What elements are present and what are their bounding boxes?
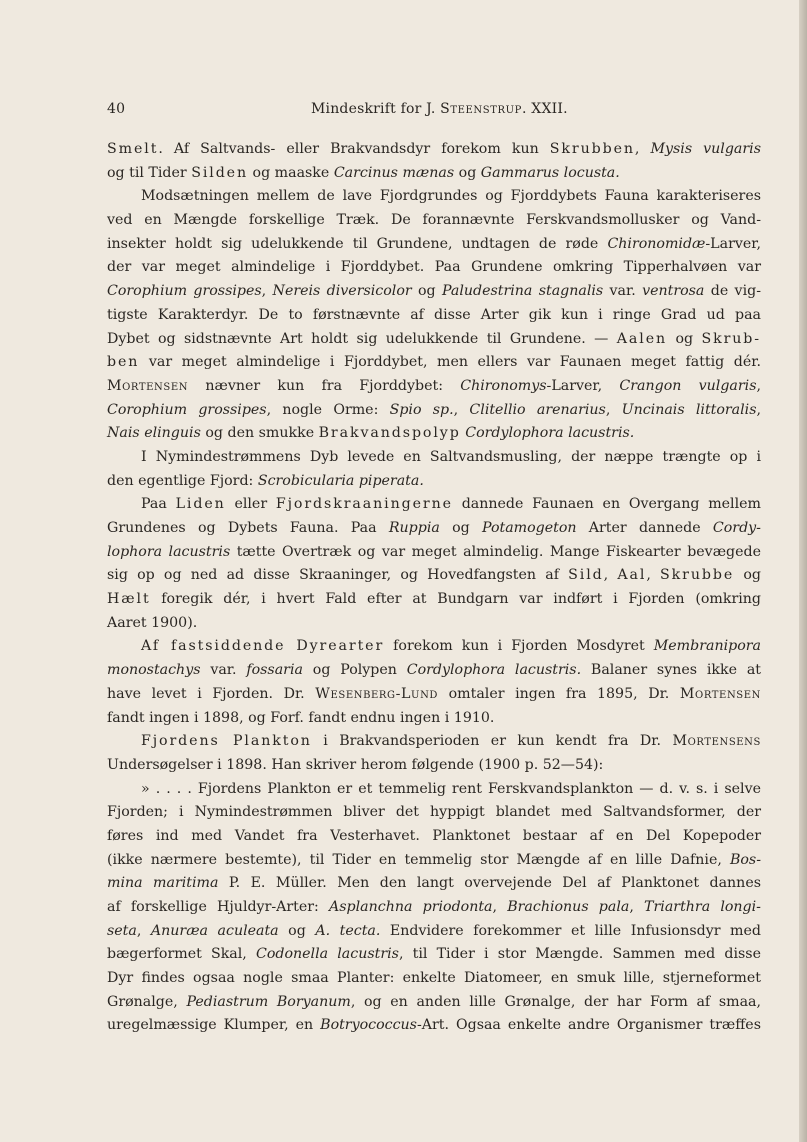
italic-species-name: Codonella lacustris bbox=[256, 946, 399, 963]
text-run: tigste Karakterdyr. De to førstnævnte af disse Arter gik kun i ringe Grad ud paa bbox=[107, 306, 761, 323]
text-run: og Polypen bbox=[302, 662, 407, 679]
text-run: , bbox=[605, 401, 622, 418]
text-line bbox=[107, 209, 761, 233]
text-run: I Nymindestrømmens Dyb levede en Saltvandsmusling, der næppe trængte op i bbox=[141, 448, 761, 465]
text-line bbox=[107, 351, 761, 375]
text-line bbox=[107, 375, 761, 399]
spaced-emphasis: Brakvandspolyp bbox=[318, 425, 461, 442]
text-line bbox=[107, 493, 761, 517]
text-run: Modsætningen mellem de lave Fjordgrundes og Fjorddybets Fauna karakteriseres bbox=[141, 188, 761, 205]
italic-species-name: Bos- bbox=[729, 851, 761, 868]
text-line bbox=[107, 185, 761, 209]
text-run: Aaret 1900). bbox=[107, 614, 198, 631]
page-number: 40 bbox=[107, 101, 126, 117]
italic-species-name: Potamogeton bbox=[481, 520, 577, 536]
author-name: Mortensen bbox=[679, 685, 761, 702]
text-run: og bbox=[411, 283, 442, 300]
italic-species-name: Triarthra longi- bbox=[644, 899, 761, 915]
text-run: have levet i Fjorden. Dr. bbox=[107, 685, 316, 702]
text-line bbox=[107, 991, 761, 1015]
text-run: og til Tider bbox=[107, 164, 192, 181]
text-run: , bbox=[646, 567, 661, 584]
italic-species-name: fossaria bbox=[246, 662, 303, 679]
italic-species-name: Clitellio arenarius bbox=[469, 401, 606, 418]
running-title-author: Steenstrup bbox=[440, 101, 522, 117]
spaced-emphasis: Aal bbox=[617, 567, 647, 584]
spaced-emphasis: Silden bbox=[191, 164, 249, 181]
italic-species-name: A. tecta. bbox=[315, 922, 381, 939]
spaced-emphasis: Fjordens Plankton bbox=[141, 733, 312, 750]
text-run: fandt ingen i 1898, og Forf. fandt endnu ingen i 1910. bbox=[107, 709, 495, 726]
spaced-emphasis: Sild bbox=[568, 567, 604, 584]
text-run: de vig- bbox=[704, 283, 761, 300]
text-run: og bbox=[278, 922, 316, 939]
text-run: , bbox=[603, 567, 618, 584]
text-line bbox=[107, 659, 761, 683]
text-line bbox=[107, 801, 761, 825]
text-run: » . . . . Fjordens Plankton er et temmelig rent Ferskvandsplankton — d. v. s. i selve bbox=[141, 780, 761, 797]
spaced-emphasis: Af fastsiddende Dyrearter bbox=[141, 638, 385, 655]
italic-species-name: Cordylophora lacustris. bbox=[465, 425, 635, 442]
text-run: , bbox=[261, 283, 273, 300]
text-run: der var meget almindelige i Fjorddybet. Paa Grundene omkring Tipperhalvøen var bbox=[107, 259, 761, 276]
spaced-emphasis: Skrubben bbox=[549, 141, 635, 157]
italic-species-name: Corophium grossipes bbox=[107, 401, 267, 418]
text-run: var. bbox=[603, 283, 643, 300]
text-run: foregik dér, i hvert Fald efter at Bundgarn var indført i Fjorden (omkring bbox=[150, 591, 761, 608]
text-run: uregelmæssige Klumper, en bbox=[107, 1017, 321, 1034]
text-line bbox=[107, 162, 761, 186]
spaced-emphasis: Smelt bbox=[107, 141, 159, 157]
text-run: Dybet og sidstnævnte Art holdt sig udelukkende til Grundene. — bbox=[107, 330, 617, 347]
running-title bbox=[311, 101, 568, 117]
italic-species-name: Gammarus locusta. bbox=[480, 164, 620, 181]
text-run: bægerformet Skal, bbox=[107, 946, 256, 963]
running-title-prefix: Mindeskrift for J. bbox=[311, 101, 441, 117]
text-run: , til Tider i stor Mængde. Sammen med disse bbox=[398, 946, 761, 963]
running-header bbox=[107, 101, 761, 123]
text-run: af forskellige Hjuldyr-Arter: bbox=[107, 899, 330, 915]
spaced-emphasis: Aalen bbox=[616, 330, 668, 347]
italic-species-name: Scrobicularia piperata. bbox=[257, 472, 424, 489]
text-run: , og en anden lille Grønalge, der har Form af smaa, bbox=[350, 993, 762, 1010]
text-run: forekom kun i Fjorden Mosdyret bbox=[384, 638, 654, 655]
italic-species-name: Chironomys bbox=[460, 377, 547, 394]
text-line bbox=[107, 1014, 761, 1038]
text-line bbox=[107, 328, 761, 352]
italic-species-name: seta bbox=[107, 922, 137, 939]
spaced-emphasis: Fjordskraaningerne bbox=[275, 496, 453, 513]
text-run: tætte Overtræk og var meget almindelig. Mange Fiskearter bevægede bbox=[230, 543, 761, 560]
italic-species-name: lophora lacustris bbox=[107, 543, 231, 560]
text-run: sig op og ned ad disse Skraaninger, og Hovedfangsten af bbox=[107, 567, 569, 584]
text-line bbox=[107, 446, 761, 470]
text-run: , nogle Orme: bbox=[266, 401, 390, 418]
author-name: Wesenberg-Lund bbox=[315, 685, 439, 702]
spaced-emphasis: Liden bbox=[175, 496, 226, 513]
text-line bbox=[107, 778, 761, 802]
italic-species-name: Spio sp. bbox=[389, 401, 454, 418]
text-run: , bbox=[492, 899, 508, 915]
italic-species-name: Brachionus pala bbox=[507, 899, 630, 915]
text-line bbox=[107, 635, 761, 659]
italic-species-name: ventrosa bbox=[642, 283, 705, 300]
spaced-emphasis: Hælt bbox=[107, 591, 151, 608]
spaced-emphasis: Skrubbe bbox=[660, 567, 735, 584]
text-line bbox=[107, 564, 761, 588]
text-run: -Larver, bbox=[705, 235, 761, 252]
italic-species-name: Botryococcus bbox=[320, 1017, 417, 1034]
text-line bbox=[107, 280, 761, 304]
body-text bbox=[107, 138, 761, 1038]
text-line bbox=[107, 707, 761, 731]
italic-species-name: Paludestrina stagnalis bbox=[441, 283, 604, 300]
text-line bbox=[107, 470, 761, 494]
text-run: Undersøgelser i 1898. Han skriver herom følgende (1900 p. 52—54): bbox=[107, 756, 604, 773]
text-line bbox=[107, 849, 761, 873]
italic-species-name: Asplanchna priodonta bbox=[329, 899, 493, 915]
text-run: -Art. Ogsaa enkelte andre Organismer træffes bbox=[416, 1017, 761, 1034]
text-line bbox=[107, 943, 761, 967]
italic-species-name: Membranipora bbox=[653, 638, 761, 655]
italic-species-name: Corophium grossipes bbox=[107, 283, 262, 300]
text-run: ved en Mængde forskellige Træk. De forannævnte Ferskvandsmollusker og Vand- bbox=[107, 212, 761, 229]
text-line bbox=[107, 754, 761, 778]
italic-species-name: Ruppia bbox=[388, 520, 440, 536]
italic-species-name: Pediastrum Boryanum bbox=[186, 993, 351, 1010]
text-line bbox=[107, 825, 761, 849]
italic-species-name: monostachys bbox=[107, 662, 201, 679]
text-run: (ikke nærmere bestemte), til Tider en temmelig stor Mængde af en lille Dafnie, bbox=[107, 851, 730, 868]
italic-species-name: Cordy- bbox=[712, 520, 761, 536]
spaced-emphasis: Skrub- bbox=[701, 330, 761, 347]
text-run: , bbox=[629, 899, 645, 915]
italic-species-name: Nereis diversicolor bbox=[272, 283, 412, 300]
text-line bbox=[107, 138, 761, 162]
text-run: Grønalge, bbox=[107, 993, 187, 1010]
text-run: nævner kun fra Fjorddybet: bbox=[188, 377, 461, 394]
italic-species-name: Mysis vulgaris bbox=[650, 141, 761, 157]
text-run: , bbox=[756, 401, 762, 418]
author-name: Mortensens bbox=[672, 733, 761, 750]
text-line bbox=[107, 612, 761, 636]
text-run: eller bbox=[225, 496, 276, 513]
italic-species-name: Chironomidæ bbox=[607, 235, 706, 252]
text-run: , bbox=[756, 377, 761, 394]
text-line bbox=[107, 730, 761, 754]
text-run: i Brakvandsperioden er kun kendt fra Dr. bbox=[311, 733, 673, 750]
text-run: og bbox=[439, 520, 482, 536]
italic-species-name: Cordylophora lacustris. bbox=[406, 662, 582, 679]
page-edge-shadow bbox=[799, 0, 807, 1142]
text-run: Balaner synes ikke at bbox=[581, 662, 761, 679]
text-run: dannede Faunaen en Overgang mellem bbox=[452, 496, 761, 513]
text-line bbox=[107, 422, 761, 446]
running-title-suffix: . XXII. bbox=[521, 101, 568, 117]
text-run: , bbox=[136, 922, 151, 939]
text-run: og maaske bbox=[248, 164, 334, 181]
text-line bbox=[107, 588, 761, 612]
text-run: føres ind med Vandet fra Vesterhavet. Planktonet bestaar af en Del Kopepoder bbox=[107, 827, 761, 844]
text-run: . Af Saltvands- eller Brakvandsdyr forekom kun bbox=[158, 141, 550, 157]
text-run: omtaler ingen fra 1895, Dr. bbox=[438, 685, 680, 702]
author-name: Mortensen bbox=[107, 377, 189, 394]
text-run: Paa bbox=[141, 496, 176, 513]
text-run: -Larver, bbox=[546, 377, 620, 394]
spaced-emphasis: ben bbox=[107, 354, 140, 371]
text-line bbox=[107, 920, 761, 944]
text-line bbox=[107, 683, 761, 707]
text-run: Fjorden; i Nymindestrømmen bliver det hyppigt blandet med Saltvandsformer, der bbox=[107, 804, 761, 821]
italic-species-name: Carcinus mænas bbox=[333, 164, 455, 181]
text-run: var meget almindelige i Fjorddybet, men ellers var Faunaen meget fattig dér. bbox=[139, 354, 761, 371]
text-run: Dyr findes ogsaa nogle smaa Planter: enkelte Diatomeer, en smuk lille, stjerneformet bbox=[107, 970, 761, 987]
text-run: Endvidere forekommer et lille Infusionsdyr med bbox=[380, 922, 761, 939]
text-run: P. E. Müller. Men den langt overvejende Del af Planktonet dannes bbox=[218, 875, 761, 892]
text-line bbox=[107, 872, 761, 896]
text-run: , bbox=[634, 141, 651, 157]
text-run: og bbox=[667, 330, 702, 347]
text-run: , bbox=[453, 401, 470, 418]
text-line bbox=[107, 256, 761, 280]
text-line bbox=[107, 517, 761, 541]
text-line bbox=[107, 967, 761, 991]
italic-species-name: Crangon vulgaris bbox=[619, 377, 757, 394]
text-line bbox=[107, 304, 761, 328]
text-run: insekter holdt sig udelukkende til Grundene, undtagen de røde bbox=[107, 235, 608, 252]
text-line bbox=[107, 399, 761, 423]
text-run: Arter dannede bbox=[576, 520, 713, 536]
italic-species-name: Uncinais littoralis bbox=[621, 401, 757, 418]
italic-species-name: Nais elinguis bbox=[107, 425, 201, 442]
text-run: og bbox=[454, 164, 481, 181]
text-run: Grundenes og Dybets Fauna. Paa bbox=[107, 520, 389, 536]
text-run: og den smukke bbox=[200, 425, 319, 442]
text-run: og bbox=[734, 567, 761, 584]
italic-species-name: mina maritima bbox=[107, 875, 219, 892]
italic-species-name: Anuræa aculeata bbox=[150, 922, 279, 939]
text-run: var. bbox=[200, 662, 247, 679]
text-line bbox=[107, 541, 761, 565]
text-line bbox=[107, 896, 761, 920]
text-line bbox=[107, 233, 761, 257]
text-run: den egentlige Fjord: bbox=[107, 472, 258, 489]
